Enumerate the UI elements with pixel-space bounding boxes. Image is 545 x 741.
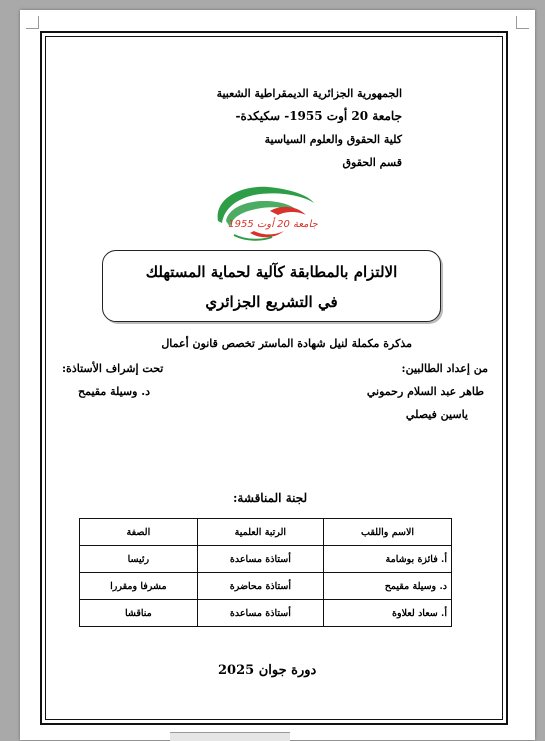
header-faculty: كلية الحقوق والعلوم السياسية: [264, 133, 402, 146]
thesis-title-box: [102, 250, 441, 322]
member-name: أ. فائزة بوشامة: [324, 546, 452, 573]
student-name-2: ياسين فيصلي: [405, 408, 468, 421]
thesis-subtitle: مذكرة مكملة لنيل شهادة الماستر تخصص قانون أعمال: [161, 337, 412, 350]
thesis-title-line1: الالتزام بالمطابقة كآلية لحماية المستهلك: [145, 263, 398, 281]
member-role: رئيسا: [80, 546, 198, 573]
member-name: د. وسيلة مقيمح: [324, 573, 452, 600]
member-role: مناقشا: [80, 600, 198, 627]
member-rank: أستاذة محاضرة: [197, 573, 323, 600]
col-header-name: الاسم واللقب: [324, 519, 452, 546]
crop-mark-top-right: [516, 16, 529, 29]
students-label: من إعداد الطالبين:: [401, 362, 488, 375]
col-header-role: الصفة: [80, 519, 198, 546]
supervisor-name: د. وسيلة مقيمح: [78, 385, 151, 398]
header-university: جامعة 20 أوت 1955- سكيكدة-: [235, 109, 402, 123]
member-rank: أستاذة مساعدة: [197, 600, 323, 627]
student-name-1: طاهر عبد السلام رحموني: [366, 385, 484, 398]
committee-header-row: [80, 519, 452, 546]
crop-mark-top-left: [26, 16, 39, 29]
col-header-rank: الرتبة العلمية: [197, 519, 323, 546]
committee-table: [79, 518, 452, 627]
thesis-title-line2: في التشريع الجزائري: [205, 293, 338, 311]
logo-text: جامعة 20 أوت 1955: [228, 219, 318, 230]
committee-title: لجنة المناقشة:: [233, 491, 308, 505]
member-name: أ. سعاد لعلاوة: [324, 600, 452, 627]
page-border: [40, 31, 508, 725]
header-republic: الجمهورية الجزائرية الديمقراطية الشعبية: [216, 87, 402, 100]
table-row: [80, 546, 452, 573]
header-department: قسم الحقوق: [342, 156, 402, 169]
university-logo: [210, 181, 320, 243]
table-row: [80, 573, 452, 600]
table-row: [80, 600, 452, 627]
supervisor-label: تحت إشراف الأستاذة:: [62, 362, 164, 375]
document-page: [20, 10, 535, 740]
member-role: مشرفا ومقررا: [80, 573, 198, 600]
session-date: دورة جوان 2025: [218, 663, 317, 678]
member-rank: أستاذة مساعدة: [197, 546, 323, 573]
